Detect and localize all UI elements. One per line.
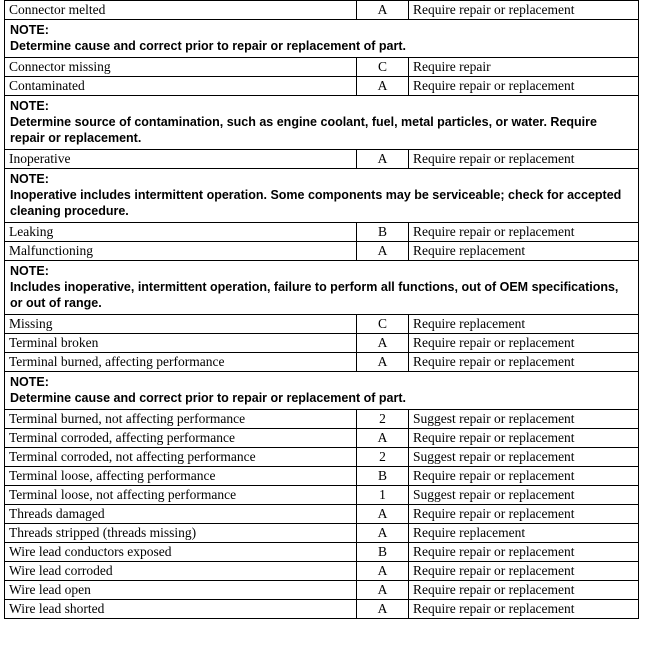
table-row [5,1,639,20]
action-cell: Require repair or replacement [409,77,639,96]
code-cell: 1 [357,486,409,505]
condition-cell: Connector missing [5,58,357,77]
action-cell: Require replacement [409,315,639,334]
note-label: NOTE: [10,99,49,113]
table-row [5,77,639,96]
action-cell: Require replacement [409,242,639,261]
condition-cell: Terminal burned, not affecting performance [5,410,357,429]
note-text: Determine cause and correct prior to repair or replacement of part. [10,391,406,405]
note-cell [5,169,639,223]
table-row [5,467,639,486]
condition-cell: Threads damaged [5,505,357,524]
table-row [5,486,639,505]
condition-cell: Malfunctioning [5,242,357,261]
table-row [5,242,639,261]
table-row [5,429,639,448]
condition-cell: Inoperative [5,150,357,169]
defect-condition-table [4,0,639,619]
action-cell: Require repair or replacement [409,223,639,242]
action-cell: Require repair or replacement [409,600,639,619]
code-cell: 2 [357,448,409,467]
table-row [5,543,639,562]
condition-cell: Terminal loose, affecting performance [5,467,357,486]
code-cell: 2 [357,410,409,429]
action-cell: Require repair or replacement [409,334,639,353]
action-cell: Require repair or replacement [409,353,639,372]
table-row [5,150,639,169]
note-text: Includes inoperative, intermittent operation, failure to perform all functions, out of OEM specifications, or out of range. [10,280,619,310]
table-note-row [5,96,639,150]
code-cell: A [357,524,409,543]
code-cell: A [357,505,409,524]
table-row [5,58,639,77]
table-row [5,581,639,600]
code-cell: A [357,150,409,169]
table-row [5,562,639,581]
code-cell: A [357,600,409,619]
code-cell: A [357,1,409,20]
action-cell: Require repair or replacement [409,467,639,486]
condition-cell: Terminal broken [5,334,357,353]
table-row [5,505,639,524]
code-cell: A [357,353,409,372]
code-cell: A [357,581,409,600]
note-label: NOTE: [10,172,49,186]
defect-table-body [5,1,639,619]
action-cell: Require repair [409,58,639,77]
code-cell: A [357,562,409,581]
action-cell: Require repair or replacement [409,1,639,20]
table-note-row [5,372,639,410]
table-row [5,334,639,353]
note-text: Determine cause and correct prior to repair or replacement of part. [10,39,406,53]
code-cell: B [357,543,409,562]
note-cell [5,20,639,58]
condition-cell: Threads stripped (threads missing) [5,524,357,543]
condition-cell: Terminal burned, affecting performance [5,353,357,372]
condition-cell: Terminal corroded, affecting performance [5,429,357,448]
condition-cell: Connector melted [5,1,357,20]
action-cell: Require repair or replacement [409,505,639,524]
note-text: Inoperative includes intermittent operation. Some components may be serviceable; check for accepted cleaning procedure. [10,188,622,218]
table-row [5,448,639,467]
table-row [5,600,639,619]
table-row [5,524,639,543]
table-row [5,410,639,429]
table-note-row [5,261,639,315]
table-row [5,353,639,372]
action-cell: Require repair or replacement [409,581,639,600]
condition-cell: Wire lead shorted [5,600,357,619]
code-cell: A [357,429,409,448]
action-cell: Require repair or replacement [409,562,639,581]
code-cell: A [357,334,409,353]
note-label: NOTE: [10,375,49,389]
code-cell: B [357,467,409,486]
table-row [5,315,639,334]
code-cell: B [357,223,409,242]
condition-cell: Terminal loose, not affecting performance [5,486,357,505]
condition-cell: Wire lead open [5,581,357,600]
action-cell: Suggest repair or replacement [409,410,639,429]
note-label: NOTE: [10,23,49,37]
action-cell: Require repair or replacement [409,543,639,562]
note-label: NOTE: [10,264,49,278]
code-cell: A [357,242,409,261]
condition-cell: Wire lead corroded [5,562,357,581]
code-cell: C [357,315,409,334]
note-cell [5,372,639,410]
table-row [5,223,639,242]
note-cell [5,261,639,315]
action-cell: Require replacement [409,524,639,543]
table-note-row [5,169,639,223]
code-cell: A [357,77,409,96]
condition-cell: Contaminated [5,77,357,96]
condition-cell: Terminal corroded, not affecting performance [5,448,357,467]
note-cell [5,96,639,150]
note-text: Determine source of contamination, such as engine coolant, fuel, metal particles, or water. Require repair or replacement. [10,115,597,145]
action-cell: Require repair or replacement [409,429,639,448]
condition-cell: Missing [5,315,357,334]
action-cell: Suggest repair or replacement [409,486,639,505]
condition-cell: Wire lead conductors exposed [5,543,357,562]
action-cell: Suggest repair or replacement [409,448,639,467]
code-cell: C [357,58,409,77]
table-note-row [5,20,639,58]
condition-cell: Leaking [5,223,357,242]
action-cell: Require repair or replacement [409,150,639,169]
